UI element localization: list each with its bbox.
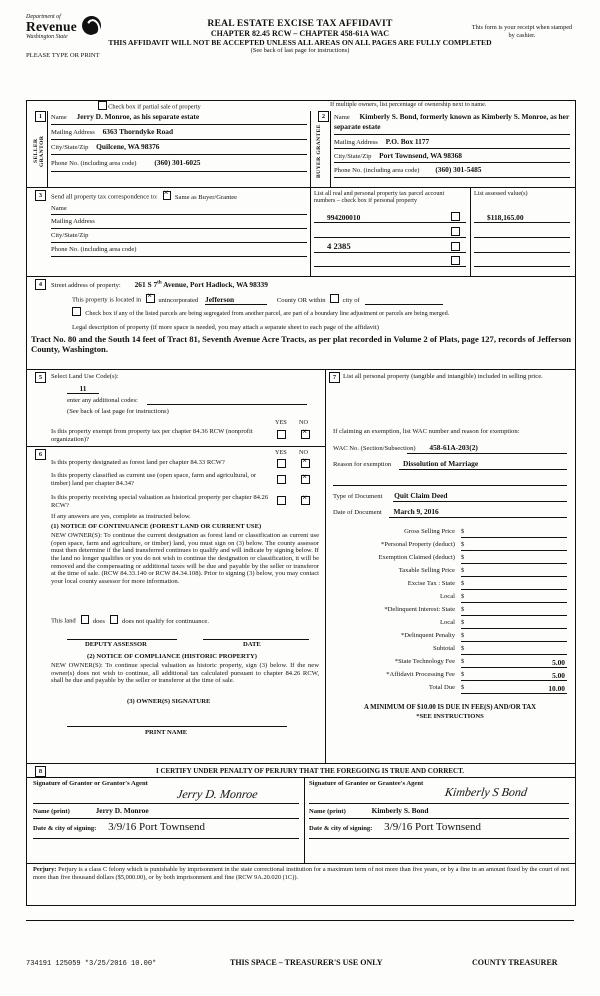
- document-date-value[interactable]: March 9, 2016: [393, 507, 439, 516]
- grantor-signature-value[interactable]: Jerry D. Monroe: [176, 787, 259, 801]
- exempt-no-checkbox[interactable]: [301, 430, 310, 439]
- forest-no-checkbox[interactable]: [301, 459, 310, 468]
- reason-exemption-value[interactable]: Dissolution of Marriage: [403, 459, 479, 468]
- revenue-label: Revenue: [26, 19, 77, 35]
- section-2-number: 2: [318, 111, 329, 122]
- multiple-owners-note: If multiple owners, list percentage of ownership next to name.: [330, 101, 487, 108]
- street-ordinal: th: [157, 280, 162, 286]
- reason-exemption-label: Reason for exemption: [333, 461, 392, 468]
- legal-description-text[interactable]: Tract No. 80 and the South 14 feet of Tract 81, Seventh Avenue Acre Tracts, as per plat recorded in Volume 2 of Plats, page 127, records of Jefferson County, Washington.: [31, 334, 571, 355]
- notice-continuance-title: (1) NOTICE OF CONTINUANCE (FOREST LAND OR CURRENT USE): [51, 523, 262, 530]
- parcel-personal-checkbox-1[interactable]: [451, 227, 460, 236]
- buyer-side-label: BUYER GRANTEE: [316, 124, 322, 178]
- same-as-buyer-label: Same as Buyer/Grantee: [174, 193, 238, 201]
- s5-no-label: NO: [299, 419, 308, 426]
- line-label-4: Excise Tax : State: [407, 580, 455, 587]
- parcel-number-0[interactable]: 994200010: [327, 213, 361, 222]
- document-date-label: Date of Document: [333, 509, 382, 516]
- line-label-10: State Technology Fee: [398, 658, 455, 665]
- land-use-title: Select Land Use Code(s):: [51, 373, 119, 380]
- section-8-number: 8: [35, 766, 46, 777]
- s5-see-back: (See back of last page for instructions): [67, 408, 169, 415]
- buyer-mail-label: Mailing Address: [334, 139, 378, 146]
- assessed-value-header: List assessed value(s): [474, 190, 528, 197]
- seller-mail-value[interactable]: 6363 Thorndyke Road: [102, 127, 174, 136]
- grantor-print-value[interactable]: Jerry D. Monroe: [95, 806, 149, 815]
- line-label-2: Exemption Claimed (deduct): [378, 554, 455, 561]
- historic-no-checkbox[interactable]: [301, 496, 310, 505]
- treasurer-stamp: 734191 125059 *3/25/2016 10.00*: [26, 960, 157, 968]
- seller-mail-label: Mailing Address: [51, 129, 95, 136]
- see-back-line: (See back of last page for instructions): [250, 46, 350, 54]
- buyer-name-label: Name: [334, 114, 350, 121]
- buyer-city-label: City/State/Zip: [334, 153, 372, 160]
- s3-mail-label: Mailing Address: [51, 218, 95, 225]
- additional-codes-label: enter any additional codes:: [67, 397, 138, 404]
- line-value-11[interactable]: 5.00: [552, 671, 565, 680]
- historic-yes-checkbox[interactable]: [277, 496, 286, 505]
- line-label-11: Affidavit Processing Fee: [389, 671, 455, 678]
- notice-continuance-body: NEW OWNER(S): To continue the current designation as forest land or classification as current use (open space, farm and agriculture, or timber) land, you must sign on (3) below. The county assessor must then determine if the land transferred continues to qualify and will indicate by signing below. If the land no longer qualifies or you do not wish to continue the designation or classification, it will be removed and the compensating or additional taxes will be due and payable by the seller or transferor at the time of sale. (RCW 84.33.140 or RCW 84.34.108). Prior to signing (3) below, you may contact your local county assessor for more information.: [51, 532, 319, 585]
- seller-city-label: City/State/Zip: [51, 144, 89, 151]
- document-header: [26, 14, 574, 59]
- grantor-date-value[interactable]: 3/9/16 Port Townsend: [108, 821, 205, 833]
- notice-line: THIS AFFIDAVIT WILL NOT BE ACCEPTED UNLESS ALL AREAS ON ALL PAGES ARE FULLY COMPLETED: [108, 37, 492, 47]
- line-label-5: Local: [439, 593, 455, 600]
- divider-s3-parcels: [310, 187, 311, 276]
- unincorporated-checkbox[interactable]: [146, 294, 155, 303]
- line-label-12: Total Due: [428, 684, 455, 691]
- does-label: does: [92, 617, 105, 625]
- section-6-number: 6: [35, 449, 46, 460]
- parcel-personal-checkbox-2[interactable]: [451, 242, 460, 251]
- grantee-signature-label: Signature of Grantee or Grantee's Agent: [309, 780, 424, 787]
- certify-statement: I CERTIFY UNDER PENALTY OF PERJURY THAT THE FOREGOING IS TRUE AND CORRECT.: [155, 767, 464, 775]
- parcel-value-0[interactable]: $118,165.00: [487, 213, 524, 222]
- line-value-12[interactable]: 10.00: [548, 684, 565, 693]
- document-type-value[interactable]: Quit Claim Deed: [394, 491, 448, 500]
- line-label-3: Taxable Selling Price: [398, 567, 455, 574]
- section-5-number: 5: [35, 372, 46, 383]
- grantee-date-label: Date & city of signing:: [309, 825, 373, 832]
- s3-city-label: City/State/Zip: [51, 232, 89, 239]
- state-label: Washington State: [26, 33, 68, 40]
- street-address-value[interactable]: 261 S 7: [134, 280, 158, 289]
- form-frame: SELLER GRANTOR BUYER GRANTEE 1 Name Jerry D. Monroe, as his separate estate Mailing Address 6363 Thorndyke Road City/State/Zip Quilcene, WA 98376 Phone No. (including area code) (360) 301-6025 2 Name Kimberly S. Bond, formerly known as Kimberly S. Monroe, as her separate estate Mailing Address P.O. Box 1177 City/State/Zip Port Townsend, WA 98368 Phone No. (including area code) (360) 301-5485 3 Send all property tax correspondence to: × Same as Buyer/Grantee Name Mailing Address City/State/Zip Phone No. (including area code) List all real and personal property tax parcel account numbers – check box if personal property List assessed value(s) 994200010 $118,165.00 4 2385 4 Street address of property: 261 S 7th Avenue, Port Hadlock, WA 98339 This property is located in × unincorporated Jefferson County OR within city of Check box if any of the listed parcels are being segregated from another parcel, are part of a boundary line adjustment or parcels are being merged. Legal description of property (if more space is needed, you may attach a separate sheet to each page of the affidavit) Tract No. 80 and the South 14 feet of Tract 81, Seventh Avenue Acre Tracts, as per plat recorded in Volume 2 of Plats, page 127, records of Jefferson County, Washington. 5 Select Land Use Code(s): 11 enter any additional codes: (See back of last page for instructions) YES NO Is this property exempt from property tax per chapter 84.36 RCW (nonprofit organization)? × 6 YES NO Is this property designated as forest land per chapter 84.33 RCW? × Is this property classified as current use (open space, farm and agricultural, or timber) land per chapter 84.34? × Is this property receiving special valuation as historical property per chapter 84.26 RCW? × If any answers are yes, complete as instructed below. (1) NOTICE OF CONTINUANCE (FOREST LAND OR CURRENT USE) NEW OWNER(S): To continue the current designation as forest land or classification as current use (open space, farm and agriculture, or timber) land, you must sign on (3) below. The county assessor must then determine if the land transferred continues to qualify and will indicate by signing below. If the land no longer qualifies or you do not wish to continue the designation or classification, it will be removed and the compensating or additional taxes will be due and payable by the seller or transferor at the time of sale. (RCW 84.33.140 or RCW 84.34.108). Prior to signing (3) below, you may contact your local county assessor for more information. This land does does not qualify for continuance. DEPUTY ASSESSOR DATE (2) NOTICE OF COMPLIANCE (HISTORIC PROPERTY) NEW OWNER(S): To continue special valuation as historic property, sign (3) below. If the new owner(s) does not wish to continue, all additional tax calculated pursuant to chapter 84.26 RCW, shall be due and payable by the seller or transferor at the time of sale. (3) OWNER(S) SIGNATURE PRINT NAME 7 List all personal property (tangible and intangible) included in selling price. If claiming an exemption, list WAC number and reason for exemption: WAC No. (Section/Subsection) 458-61A-203(2) Reason for exemption Dissolution of Marriage Type of Document Quit Claim Deed Date of Document March 9, 2016 Gross Selling Price $ *Personal Property (deduct) $ Exemption Claimed (deduct) $ Taxable Selling Price $ Excise Tax : State $ Local $ *Delinquent Interest: State $ Local $ *Delinquent Penalty $ Subtotal $ *State Technology Fee $ 5.00 *Affidavit Processing Fee $ 5.00 Total Due $ 10.00 A MINIMUM OF $10.00 IS DUE IN FEE(S) AND/OR TAX *SEE INSTRUCTIONS 8 I CERTIFY UNDER PENALTY OF PERJURY THAT THE FOREGOING IS TRUE AND CORRECT. Signature of Grantor or Grantor's Agent Jerry D. Monroe Name (print) Jerry D. Monroe Date & city of signing: 3/9/16 Port Townsend Signature of Grantee or Grantee's Agent Kimberly S Bond Name (print) Kimberly S. Bond Date & city of signing: 3/9/16 Port Townsend Perjury: Perjury is a class C felony which is punishable by imprisonment in the state correctional institution for a maximum term of not more than five years, or by a fine in an amount fixed by the court of not more than five thousand dollars ($5,000.00), or by both imprisonment and fine (RCW 9A.20.020 (1C)).: [26, 100, 576, 906]
- wac-number-label: WAC No. (Section/Subsection): [333, 445, 416, 452]
- grantee-print-value[interactable]: Kimberly S. Bond: [371, 806, 429, 815]
- print-name-label: PRINT NAME: [145, 729, 188, 736]
- seller-phone-label: Phone No. (including area code): [51, 160, 137, 167]
- county-treasurer-label: COUNTY TREASURER: [472, 958, 558, 967]
- notice-compliance-title: (2) NOTICE OF COMPLIANCE (HISTORIC PROPERTY): [87, 653, 257, 660]
- deputy-assessor-label: DEPUTY ASSESSOR: [85, 641, 147, 648]
- divider-seller-buyer: [310, 111, 311, 187]
- divider-buyer-bar: [330, 111, 331, 187]
- see-instructions-note: *SEE INSTRUCTIONS: [416, 713, 484, 720]
- line-label-6: Delinquent Interest: State: [387, 606, 455, 613]
- if-any-yes-note: If any answers are yes, complete as instructed below.: [51, 513, 191, 520]
- segregate-checkbox[interactable]: [72, 307, 81, 316]
- s3-phone-label: Phone No. (including area code): [51, 246, 137, 253]
- seller-side-label: SELLER GRANTOR: [33, 135, 45, 167]
- parcel-personal-checkbox-3[interactable]: [451, 256, 460, 265]
- s5-yes-label: YES: [275, 419, 287, 426]
- line-label-8: Delinquent Penalty: [404, 632, 455, 639]
- section-7-number: 7: [329, 372, 340, 383]
- section-4-number: 4: [35, 279, 46, 290]
- exempt-yes-checkbox[interactable]: [277, 430, 286, 439]
- buyer-phone-label: Phone No. (including area code): [334, 167, 420, 174]
- section-3-number: 3: [35, 190, 46, 201]
- forest-land-question: Is this property designated as forest land per chapter 84.33 RCW?: [51, 459, 225, 466]
- personal-property-intro: List all personal property (tangible and intangible) included in selling price.: [343, 373, 543, 380]
- parcel-number-2[interactable]: 4 2385: [327, 241, 351, 251]
- line-label-9: Subtotal: [433, 645, 455, 652]
- wac-number-value[interactable]: 458-61A-203(2): [429, 443, 478, 452]
- street-address-label: Street address of property:: [51, 282, 121, 289]
- notice-compliance-body: NEW OWNER(S): To continue special valuation as historic property, sign (3) below. If the new owner(s) does not wish to continue, all additional tax calculated pursuant to chapter 84.26 RCW, shall be due and payable by the seller or transferor at the time of sale.: [51, 662, 319, 685]
- send-correspondence-label: Send all property tax correspondence to:: [51, 193, 158, 201]
- county-name-value[interactable]: Jefferson: [205, 295, 267, 305]
- section-1-number: 1: [35, 111, 46, 122]
- grantee-print-label: Name (print): [309, 808, 346, 815]
- type-print-label: PLEASE TYPE OR PRINT: [26, 52, 100, 59]
- owners-signature-title: (3) OWNER(S) SIGNATURE: [127, 698, 211, 705]
- city-of-checkbox[interactable]: [330, 294, 339, 303]
- partial-sale-label: Check box if partial sale of property: [108, 103, 201, 111]
- minimum-due-note: A MINIMUM OF $10.00 IS DUE IN FEE(S) AND/OR TAX: [363, 704, 537, 711]
- seller-city-value[interactable]: Quilcene, WA 98376: [96, 142, 160, 151]
- county-or-label: County OR within: [276, 296, 326, 304]
- buyer-phone-value[interactable]: (360) 301-5485: [435, 165, 482, 174]
- parcel-personal-checkbox-0[interactable]: [451, 212, 460, 221]
- current-use-no-checkbox[interactable]: [301, 475, 310, 484]
- s6-no-label: NO: [299, 449, 308, 456]
- dept-label: Department of: [26, 14, 61, 20]
- divider-parcel-value: [470, 187, 471, 276]
- seller-name-value[interactable]: Jerry D. Monroe, as his separate estate: [76, 112, 200, 121]
- parcel-header: List all real and personal property tax parcel account numbers – check box if personal property: [314, 190, 445, 205]
- exemption-claim-label: If claiming an exemption, list WAC number and reason for exemption:: [333, 428, 520, 435]
- divider-left-right-columns: [325, 369, 326, 763]
- seller-name-label: Name: [51, 114, 67, 121]
- perjury-text: Perjury is a class C felony which is punishable by imprisonment in the state correctional institution for a maximum term of not more than five years, or by a fine in an amount fixed by the court of not more than five thousand dollars ($5,000.00), or by both imprisonment and fine (RCW 9A.20.020 (1C)).: [33, 866, 569, 881]
- street-address-rest[interactable]: Avenue, Port Hadlock, WA 98339: [163, 280, 268, 289]
- located-in-label: This property is located in: [72, 296, 142, 304]
- buyer-mail-value[interactable]: P.O. Box 1177: [385, 137, 430, 146]
- receipt-note: This form is your receipt when stamped by cashier.: [471, 24, 573, 39]
- buyer-city-value[interactable]: Port Townsend, WA 98368: [379, 151, 462, 160]
- exempt-question: Is this property exempt from property tax per chapter 84.36 RCW (nonprofit organization)?: [51, 428, 253, 443]
- line-label-0: Gross Selling Price: [404, 528, 455, 535]
- perjury-label: Perjury:: [33, 866, 57, 873]
- divider-signatures: [304, 777, 305, 863]
- seller-phone-value[interactable]: (360) 301-6025: [154, 158, 201, 167]
- buyer-name-value[interactable]: Kimberly S. Bond, formerly known as Kimberly S. Monroe, as her separate estate: [334, 112, 570, 132]
- does-not-label: does not qualify for continuance.: [122, 617, 209, 625]
- unincorporated-label: unincorporated: [158, 296, 199, 304]
- line-label-1: Personal Property (deduct): [384, 541, 455, 548]
- city-name-value[interactable]: [365, 296, 443, 305]
- land-use-code[interactable]: 11: [67, 384, 99, 394]
- page-title: REAL ESTATE EXCISE TAX AFFIDAVIT: [207, 17, 393, 29]
- city-of-label: city of: [342, 296, 360, 304]
- current-use-question: Is this property classified as current use (open space, farm and agricultural, or timber) land per chapter 84.34?: [51, 472, 257, 487]
- document-type-label: Type of Document: [333, 493, 383, 500]
- line-value-10[interactable]: 5.00: [552, 658, 565, 667]
- grantor-date-label: Date & city of signing:: [33, 825, 97, 832]
- grantee-date-value[interactable]: 3/9/16 Port Townsend: [384, 821, 481, 833]
- current-use-yes-checkbox[interactable]: [277, 475, 286, 484]
- does-not-qualify-checkbox[interactable]: [110, 615, 119, 624]
- grantor-signature-label: Signature of Grantor or Grantor's Agent: [33, 780, 148, 787]
- grantee-signature-value[interactable]: Kimberly S Bond: [444, 785, 529, 799]
- this-land-label: This land: [51, 617, 76, 625]
- same-as-buyer-checkbox[interactable]: [163, 191, 172, 200]
- treasurer-box-top: [26, 920, 574, 921]
- treasurer-space-label: THIS SPACE – TREASURER'S USE ONLY: [230, 958, 383, 967]
- historic-question: Is this property receiving special valuation as historical property per chapter 84.26 RCW?: [51, 494, 269, 509]
- segregate-note: Check box if any of the listed parcels are being segregated from another parcel, are part of a boundary line adjustment or parcels are being merged.: [85, 309, 450, 317]
- legal-description-label: Legal description of property (if more space is needed, you may attach a separate sheet to each page of the affidavit): [72, 324, 379, 331]
- line-label-7: Local: [439, 619, 455, 626]
- does-qualify-checkbox[interactable]: [81, 615, 90, 624]
- grantor-print-label: Name (print): [33, 808, 70, 815]
- chapter-line: CHAPTER 82.45 RCW – CHAPTER 458-61A WAC: [210, 28, 390, 38]
- divider-seller-bar: [47, 111, 48, 187]
- assessor-date-label: DATE: [243, 641, 261, 648]
- s3-name-label: Name: [51, 205, 67, 212]
- s6-yes-label: YES: [275, 449, 287, 456]
- revenue-logo-icon: [82, 16, 101, 35]
- forest-yes-checkbox[interactable]: [277, 459, 286, 468]
